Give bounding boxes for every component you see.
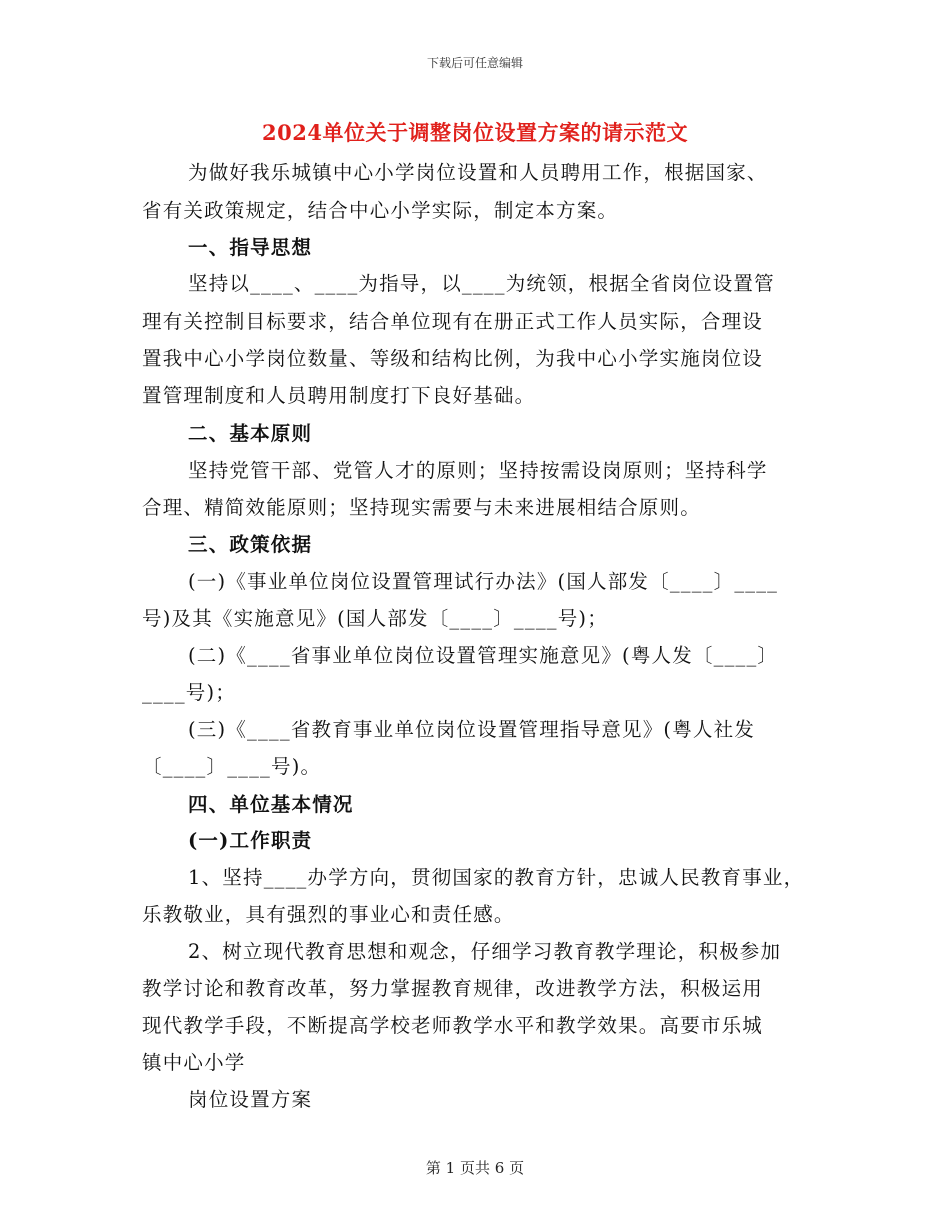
paragraph-line: ____号)； — [142, 681, 237, 704]
paragraph-line: 坚持党管干部、党管人才的原则；坚持按需设岗原则；坚持科学 — [188, 459, 768, 482]
paragraph-line: 号)及其《实施意见》(国人部发〔____〕____号)； — [142, 607, 608, 630]
paragraph-line: (三)《____省教育事业单位岗位设置管理指导意见》(粤人社发 — [188, 718, 756, 741]
document-title: 2024单位关于调整岗位设置方案的请示范文 — [262, 120, 688, 145]
paragraph-line: 2、树立现代教育思想和观念，仔细学习教育教学理论，积极参加 — [188, 940, 782, 963]
section-heading: 一、指导思想 — [188, 236, 313, 259]
paragraph-line: 乐教敬业，具有强烈的事业心和责任感。 — [142, 903, 515, 926]
paragraph-line: 置我中心小学岗位数量、等级和结构比例，为我中心小学实施岗位设 — [142, 347, 764, 370]
section-heading: 二、基本原则 — [188, 422, 313, 445]
paragraph-line: 理有关控制目标要求，结合单位现有在册正式工作人员实际，合理设 — [142, 310, 764, 333]
page-header: 下载后可任意编辑 — [426, 56, 523, 70]
section-heading: 三、政策依据 — [188, 533, 313, 556]
paragraph-line: 省有关政策规定，结合中心小学实际，制定本方案。 — [142, 199, 619, 222]
section-heading: 四、单位基本情况 — [188, 793, 354, 816]
paragraph-line: 1、坚持____办学方向，贯彻国家的教育方针，忠诚人民教育事业， — [188, 866, 805, 889]
paragraph-line: 教学讨论和教育改革，努力掌握教育规律，改进教学方法，积极运用 — [142, 977, 764, 1000]
paragraph-line: (二)《____省事业单位岗位设置管理实施意见》(粤人发〔____〕 — [188, 644, 779, 667]
paragraph-line: 现代教学手段，不断提高学校老师教学水平和教学效果。高要市乐城 — [142, 1014, 764, 1037]
paragraph-line: 〔____〕____号)。 — [142, 755, 322, 778]
paragraph-line: 合理、精简效能原则；坚持现实需要与未来进展相结合原则。 — [142, 496, 701, 519]
paragraph-line: 镇中心小学 — [142, 1051, 246, 1074]
paragraph-line: 为做好我乐城镇中心小学岗位设置和人员聘用工作，根据国家、 — [188, 161, 768, 184]
subsection-heading: (一)工作职责 — [188, 829, 313, 852]
paragraph-line: 坚持以____、____为指导，以____为统领，根据全省岗位设置管 — [188, 272, 775, 295]
page-footer: 第 1 页共 6 页 — [425, 1159, 525, 1177]
paragraph-line: 岗位设置方案 — [188, 1088, 313, 1111]
paragraph-line: 置管理制度和人员聘用制度打下良好基础。 — [142, 384, 536, 407]
paragraph-line: (一)《事业单位岗位设置管理试行办法》(国人部发〔____〕____ — [188, 570, 779, 593]
